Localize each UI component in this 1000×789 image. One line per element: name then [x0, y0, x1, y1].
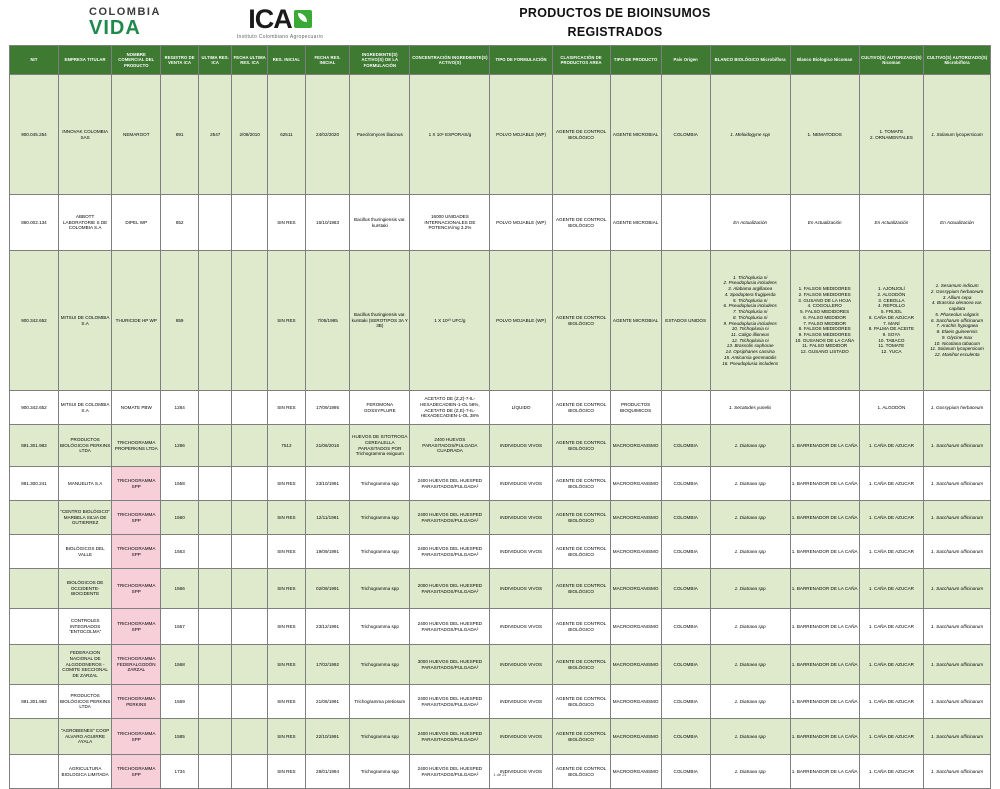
cell-11: AGENTE DE CONTROL BIOLÓGICO: [552, 535, 610, 569]
cell-1: MITSUI DE COLOMBIA S.A: [58, 251, 111, 391]
cell-8: Trichogramma spp: [350, 535, 410, 569]
cell-2: TRICHOGRAMMA SPP: [112, 719, 161, 755]
cell-0: [10, 569, 59, 609]
cell-12: PRODUCTOS BIOQUIMICOS: [610, 391, 661, 425]
cell-6: SIN RES: [268, 609, 306, 645]
cell-7: 17/09/1995: [305, 391, 349, 425]
cell-5: [232, 569, 268, 609]
cell-9: 2400 HUEVOS DEL HUESPED PARASITADOS/PULGADA²: [410, 535, 490, 569]
cell-13: COLOMBIA: [661, 75, 710, 195]
cell-12: MACROORGANISMO: [610, 685, 661, 719]
cell-2: NOMATE PBW: [112, 391, 161, 425]
cell-15: 1. BARRENADOR DE LA CAÑA: [790, 609, 859, 645]
table-body: [10, 75, 991, 789]
cell-1: MANUELITA S.A: [58, 467, 111, 501]
cell-13: ESTADOS UNIDOS: [661, 251, 710, 391]
cell-17: 1. Saccharum officinarum: [924, 685, 991, 719]
cell-13: [661, 391, 710, 425]
cell-0: [10, 719, 59, 755]
cell-12: MACROORGANISMO: [610, 719, 661, 755]
cell-14: 1. Diatraea spp: [710, 755, 790, 789]
cell-11: AGENTE DE CONTROL BIOLÓGICO: [552, 391, 610, 425]
cell-7: 21/06/2016: [305, 425, 349, 467]
cell-5: [232, 535, 268, 569]
cell-6: SIN RES: [268, 755, 306, 789]
cell-10: INDIVIDUOS VIVOS: [490, 719, 552, 755]
table-row: [10, 251, 991, 391]
cell-9: 2000 HUEVOS DEL HUESPED PARASITADOS/PULGADA²: [410, 569, 490, 609]
cell-14: 1. Secatodes yunelis: [710, 391, 790, 425]
cell-3: 1563: [161, 535, 199, 569]
cell-5: [232, 251, 268, 391]
cell-14: 1. Diatraea spp: [710, 609, 790, 645]
cell-8: Trichogramma spp: [350, 501, 410, 535]
cell-14: 1. Diatraea spp: [710, 685, 790, 719]
cell-4: [199, 467, 232, 501]
cell-2: THURICIDE HP WP: [112, 251, 161, 391]
cell-7: 7/05/1985: [305, 251, 349, 391]
cell-1: AGRICULTURA BIOLOGICA LIMITADA: [58, 755, 111, 789]
cell-15: [790, 391, 859, 425]
col-tipo-producto: TIPO DE PRODUCTO: [610, 46, 661, 75]
cell-16: 1. TOMATE 2. ORNAMENTALES: [859, 75, 924, 195]
cell-1: PRODUCTOS BIOLÓGICOS PERKINS LTDA: [58, 425, 111, 467]
cell-7: 19/09/1991: [305, 535, 349, 569]
cell-11: AGENTE DE CONTROL BIOLÓGICO: [552, 75, 610, 195]
cell-11: AGENTE DE CONTROL BIOLÓGICO: [552, 195, 610, 251]
page-title-line1: PRODUCTOS DE BIOINSUMOS: [519, 5, 711, 20]
table-row: [10, 569, 991, 609]
cell-9: 2400 HUEVOS DEL HUESPED PARASITADOS/PULGADA²: [410, 719, 490, 755]
cell-12: AGENTE MICROBIAL: [610, 75, 661, 195]
cell-0: 891.301.983: [10, 685, 59, 719]
cell-12: MACROORGANISMO: [610, 535, 661, 569]
cell-0: 891.300.241: [10, 467, 59, 501]
table-row: [10, 501, 991, 535]
table-row: [10, 609, 991, 645]
col-blanco-biologico-microflora: BLANCO BIOLÓGICO Microbiflora: [710, 46, 790, 75]
cell-3: 891: [161, 75, 199, 195]
cell-2: TRICHOGRAMMA PERKINS: [112, 685, 161, 719]
cell-16: 1. CAÑA DE AZUCAR: [859, 645, 924, 685]
table-row: [10, 425, 991, 467]
cell-3: 859: [161, 251, 199, 391]
cell-17: 1. Saccharum officinarum: [924, 501, 991, 535]
col-ingredientes-activos: INGREDIENTE(S) ACTIVO(S) DE LA FORMULACIÓN: [350, 46, 410, 75]
cell-5: [232, 645, 268, 685]
cell-6: SIN RES: [268, 501, 306, 535]
cell-6: SIN RES: [268, 467, 306, 501]
cell-1: BIOLÓGICOS DE OCCIDENTE-BIOCIDENTE: [58, 569, 111, 609]
cell-10: INDIVIDUOS VIVOS: [490, 535, 552, 569]
table-row: [10, 75, 991, 195]
registered-bioinputs-table: [9, 45, 991, 789]
cell-10: INDIVIDUOS VIVOS: [490, 645, 552, 685]
cell-15: 1. BARRENADOR DE LA CAÑA: [790, 501, 859, 535]
cell-13: COLOMBIA: [661, 467, 710, 501]
cell-2: TRICHOGRAMMA SPP: [112, 569, 161, 609]
cell-7: 22/10/1991: [305, 719, 349, 755]
cell-17: En Actualización: [924, 195, 991, 251]
cell-11: AGENTE DE CONTROL BIOLÓGICO: [552, 569, 610, 609]
cell-12: MACROORGANISMO: [610, 425, 661, 467]
table-row: [10, 719, 991, 755]
colombia-logo-line2: VIDA: [89, 17, 141, 39]
page-number: 1 de 21: [493, 772, 507, 777]
page-title: [350, 4, 1000, 42]
cell-1: MITSUI DE COLOMBIA S.A: [58, 391, 111, 425]
table-row: [10, 391, 991, 425]
cell-8: Trichogramma spp: [350, 645, 410, 685]
col-empresa-titular: EMPRESA TITULAR: [58, 46, 111, 75]
cell-14: 1. Diatraea spp: [710, 569, 790, 609]
cell-16: 1. CAÑA DE AZUCAR: [859, 755, 924, 789]
cell-0: 891.301.983: [10, 425, 59, 467]
cell-2: TRICHOGRAMMA FEDERALGODÓN ZARZAL: [112, 645, 161, 685]
cell-14: 1. Diatraea spp: [710, 425, 790, 467]
cell-17: 1. Saccharum officinarum: [924, 425, 991, 467]
cell-3: 852: [161, 195, 199, 251]
cell-6: SIN RES: [268, 251, 306, 391]
cell-7: 23/12/1991: [305, 609, 349, 645]
cell-3: 1560: [161, 501, 199, 535]
cell-2: TRICHOGRAMMA SPP: [112, 755, 161, 789]
cell-13: COLOMBIA: [661, 569, 710, 609]
cell-1: BIOLÓGICOS DEL VALLE: [58, 535, 111, 569]
cell-17: 1. Saccharum officinarum: [924, 645, 991, 685]
cell-15: 1. BARRENADOR DE LA CAÑA: [790, 535, 859, 569]
cell-7: 16/10/1983: [305, 195, 349, 251]
cell-15: 1. FALSOS MEDIDORES 2. FALSOS MEDIDORES 3. GUSANO DE LA HOJA 4. COGOLLERO 5. FALSO MEDIDORES 6. FALSO MEDIDOR 7. FALSO MEDIDOR 8. FALSOS MEDIDORES 9. FALSOS MEDIDORES 10. GUSANOS DE LA CAÑA 11. FALSO MEDIDOR 12. GUSANO LISTADO: [790, 251, 859, 391]
cell-11: AGENTE DE CONTROL BIOLÓGICO: [552, 425, 610, 467]
cell-2: TRICHOGRAMMA SPP: [112, 501, 161, 535]
cell-8: FEROMONA GOSSYPLURE: [350, 391, 410, 425]
cell-11: AGENTE DE CONTROL BIOLÓGICO: [552, 501, 610, 535]
colombia-swoosh-icon: [60, 10, 86, 36]
cell-15: 1. BARRENADOR DE LA CAÑA: [790, 645, 859, 685]
cell-3: 1585: [161, 719, 199, 755]
cell-11: AGENTE DE CONTROL BIOLÓGICO: [552, 685, 610, 719]
cell-9: 16000 UNIDADES INTERNACIONALES DE POTENCIA/mg 3.2%: [410, 195, 490, 251]
cell-16: 1. CAÑA DE AZUCAR: [859, 569, 924, 609]
cell-4: [199, 391, 232, 425]
cell-10: INDIVIDUOS VIVOS: [490, 425, 552, 467]
col-blanco-biologico-nicoman: Blanco Biologico Nicoman: [790, 46, 859, 75]
col-fecha-ultima-res-ica: FECHA ULTIMA RES. ICA: [232, 46, 268, 75]
cell-15: 1. BARRENADOR DE LA CAÑA: [790, 425, 859, 467]
col-cultivos-autorizados-nicoman: CULTIVO(S) AUTORIZADO(S) Nicoman: [859, 46, 924, 75]
cell-16: 1. CAÑA DE AZUCAR: [859, 685, 924, 719]
table-row: [10, 535, 991, 569]
col-fecha-res-inicial: FECHA RES. INICIAL: [305, 46, 349, 75]
cell-7: 02/09/1991: [305, 569, 349, 609]
cell-4: [199, 719, 232, 755]
cell-14: 1. Trichoplusia ni 2. Pseudoplusia includens 3. Alabama argillacea 4. Spodoptera frugiperda 5. Trichoplusia ni 6. Pseudoplusia includens 7. Trichoplusia ni 8. Trichoplusia ni 9. Pseudoplusia includens 10. Trichoplusia ni 11. Caligo illioneus 12. Trichoplusia ni 13. Brassolis sophorae 14. Opsiphanes cassina 15. Anticarsia gemmatalis 16. Pseudoplusia includens: [710, 251, 790, 391]
cell-10: POLVO MOJABLE (WP): [490, 75, 552, 195]
cell-17: 1. Saccharum officinarum: [924, 609, 991, 645]
cell-3: 1734: [161, 755, 199, 789]
col-ultima-res-ica: ULTIMA RES. ICA: [199, 46, 232, 75]
cell-9: 1 X 10⁹ ESPORAS/g: [410, 75, 490, 195]
cell-14: En Actualización: [710, 195, 790, 251]
cell-10: LÍQUIDO: [490, 391, 552, 425]
cell-4: [199, 425, 232, 467]
cell-1: PRODUCTOS BIOLÓGICOS PERKINS LTDA: [58, 685, 111, 719]
cell-12: AGENTE MICROBIAL: [610, 195, 661, 251]
cell-4: [199, 195, 232, 251]
cell-17: 1. Saccharum officinarum: [924, 535, 991, 569]
cell-14: 1. Diatraea spp: [710, 467, 790, 501]
cell-16: 1. CAÑA DE AZUCAR: [859, 719, 924, 755]
cell-14: 1. Meloidogyne spp: [710, 75, 790, 195]
col-concentracion: CONCENTRACIÓN INGREDIENTE(S) ACTIVO(S): [410, 46, 490, 75]
cell-12: MACROORGANISMO: [610, 467, 661, 501]
cell-0: 860.002.134: [10, 195, 59, 251]
cell-5: 2/08/2010: [232, 75, 268, 195]
cell-13: COLOMBIA: [661, 755, 710, 789]
cell-3: 1286: [161, 425, 199, 467]
ica-leaf-icon: [294, 10, 312, 28]
cell-8: HUEVOS DE SITOTROGA CEREALELLA PARASITADOS POR Trichogramma exiguum: [350, 425, 410, 467]
cell-2: TRICHOGRAMMA SPP: [112, 535, 161, 569]
cell-5: [232, 467, 268, 501]
cell-0: 900.342.652: [10, 391, 59, 425]
cell-11: AGENTE DE CONTROL BIOLÓGICO: [552, 609, 610, 645]
cell-9: 1 X 10¹⁰ UFC/g: [410, 251, 490, 391]
cell-12: MACROORGANISMO: [610, 755, 661, 789]
cell-5: [232, 195, 268, 251]
cell-11: AGENTE DE CONTROL BIOLÓGICO: [552, 645, 610, 685]
cell-13: COLOMBIA: [661, 685, 710, 719]
document-header: [0, 0, 1000, 45]
cell-2: DIPEL WP: [112, 195, 161, 251]
cell-3: 1568: [161, 645, 199, 685]
cell-9: 2400 HUEVOS DEL HUESPED PARASITADOS/PULGADA²: [410, 685, 490, 719]
cell-5: [232, 609, 268, 645]
cell-2: TRICHOGRAMMA SPP: [112, 467, 161, 501]
cell-4: [199, 609, 232, 645]
ica-logo-word: ICA: [248, 3, 292, 34]
cell-1: CONTROLES INTEGRADOS "ENTOCOLMA": [58, 609, 111, 645]
cell-10: INDIVIDUOS VIVOS: [490, 569, 552, 609]
cell-9: 2400 HUEVOS PARASITADOS/PULGADA CUADRADA: [410, 425, 490, 467]
cell-4: [199, 645, 232, 685]
cell-12: MACROORGANISMO: [610, 501, 661, 535]
cell-8: Trichogramma spp: [350, 755, 410, 789]
cell-11: AGENTE DE CONTROL BIOLÓGICO: [552, 251, 610, 391]
cell-1: "CENTRO BIOLÓGICO" MARBELA SILVA DE GUTIERREZ: [58, 501, 111, 535]
cell-15: En Actualización: [790, 195, 859, 251]
cell-4: [199, 501, 232, 535]
cell-10: INDIVIDUOS VIVOS: [490, 467, 552, 501]
cell-1: INNOVAK COLOMBIA SAS: [58, 75, 111, 195]
cell-5: [232, 685, 268, 719]
col-cultivos-autorizados-microflora: CULTIVO(S) AUTORIZADO(S) Microbiflora: [924, 46, 991, 75]
cell-4: 2547: [199, 75, 232, 195]
ica-logo: [210, 3, 350, 40]
cell-16: 1. ALGODÓN: [859, 391, 924, 425]
cell-14: 1. Diatraea spp: [710, 535, 790, 569]
col-registro-venta-ica: REGISTRO DE VENTA ICA: [161, 46, 199, 75]
col-pais-origen: País Origen: [661, 46, 710, 75]
col-tipo-formulacion: TIPO DE FORMULACIÓN: [490, 46, 552, 75]
table-row: [10, 685, 991, 719]
cell-15: 1. BARRENADOR DE LA CAÑA: [790, 755, 859, 789]
cell-8: Bacillus thuringiensis var. kurstaki: [350, 195, 410, 251]
cell-3: 1569: [161, 685, 199, 719]
cell-12: MACROORGANISMO: [610, 569, 661, 609]
cell-14: 1. Diatraea spp: [710, 501, 790, 535]
cell-3: 1558: [161, 467, 199, 501]
cell-6: 7512: [268, 425, 306, 467]
cell-17: 1. Saccharum officinarum: [924, 467, 991, 501]
cell-5: [232, 719, 268, 755]
cell-4: [199, 251, 232, 391]
table-row: [10, 195, 991, 251]
cell-9: 2400 HUEVOS DEL HUESPED PARASITADOS/PULGADA²: [410, 501, 490, 535]
cell-3: 1284: [161, 391, 199, 425]
cell-6: SIN RES: [268, 685, 306, 719]
col-res-inicial: RES. INICIAL: [268, 46, 306, 75]
cell-8: Bacillus thuringiensis var. kurstaki (SEROTIPOS 3A Y 3B): [350, 251, 410, 391]
cell-3: 1566: [161, 569, 199, 609]
cell-17: 1. Saccharum officinarum: [924, 755, 991, 789]
cell-10: INDIVIDUOS VIVOS: [490, 685, 552, 719]
table-header-row: [10, 46, 991, 75]
cell-0: 900.045.254: [10, 75, 59, 195]
cell-17: 1. Solanum lycopersicum: [924, 75, 991, 195]
col-clasificacion-productos: CLASIFICACIÓN DE PRODUCTOS AREA: [552, 46, 610, 75]
cell-10: INDIVIDUOS VIVOS: [490, 755, 552, 789]
cell-5: [232, 425, 268, 467]
cell-12: MACROORGANISMO: [610, 645, 661, 685]
colombia-logo-line1: COLOMBIA: [89, 6, 161, 18]
cell-10: POLVO MOJABLE (WP): [490, 195, 552, 251]
page-title-line2: REGISTRADOS: [567, 24, 663, 39]
cell-15: 1. BARRENADOR DE LA CAÑA: [790, 569, 859, 609]
cell-6: SIN RES: [268, 569, 306, 609]
cell-5: [232, 391, 268, 425]
cell-17: 1. Gossypium herbaceum: [924, 391, 991, 425]
cell-8: Trichogramma pretiosum: [350, 685, 410, 719]
cell-15: 1. BARRENADOR DE LA CAÑA: [790, 467, 859, 501]
cell-16: 1. CAÑA DE AZUCAR: [859, 535, 924, 569]
cell-1: "AGROBIENES" COOP ALVARO AGUIRRE AYALA: [58, 719, 111, 755]
cell-0: 900.342.652: [10, 251, 59, 391]
cell-17: 1. Saccharum officinarum: [924, 569, 991, 609]
cell-6: SIN RES: [268, 719, 306, 755]
cell-10: POLVO MOJABLE (WP): [490, 251, 552, 391]
table-row: [10, 645, 991, 685]
cell-8: Trichogramma spp: [350, 467, 410, 501]
cell-13: COLOMBIA: [661, 609, 710, 645]
cell-16: 1. CAÑA DE AZUCAR: [859, 609, 924, 645]
cell-11: AGENTE DE CONTROL BIOLÓGICO: [552, 755, 610, 789]
cell-9: 3000 HUEVOS DEL HUESPED PARASITADOS/PULGADA²: [410, 645, 490, 685]
cell-15: 1. NEMATODOS: [790, 75, 859, 195]
cell-0: [10, 609, 59, 645]
cell-17: 1. Saccharum officinarum: [924, 719, 991, 755]
cell-16: 1. CAÑA DE AZUCAR: [859, 425, 924, 467]
cell-6: SIN RES: [268, 645, 306, 685]
cell-7: 24/02/2020: [305, 75, 349, 195]
cell-2: TRICHOGRAMMA PROPERKINS LTDA: [112, 425, 161, 467]
cell-12: AGENTE MICROBIAL: [610, 251, 661, 391]
colombia-logo: [60, 7, 210, 38]
cell-6: 62511: [268, 75, 306, 195]
cell-11: AGENTE DE CONTROL BIOLÓGICO: [552, 467, 610, 501]
cell-1: FEDERACION NACIONAL DE ALGODONEROS - COMITE SECCIONAL DE ZARZAL: [58, 645, 111, 685]
cell-2: TRICHOGRAMMA SPP: [112, 609, 161, 645]
col-nit: NIT: [10, 46, 59, 75]
cell-15: 1. BARRENADOR DE LA CAÑA: [790, 685, 859, 719]
cell-14: 1. Diatraea spp: [710, 719, 790, 755]
cell-7: 28/01/1994: [305, 755, 349, 789]
cell-4: [199, 685, 232, 719]
cell-6: SIN RES: [268, 535, 306, 569]
cell-16: 1. CAÑA DE AZUCAR: [859, 501, 924, 535]
cell-8: Paecilomyces lilacinus: [350, 75, 410, 195]
cell-6: SIN RES: [268, 391, 306, 425]
cell-13: COLOMBIA: [661, 535, 710, 569]
cell-0: [10, 501, 59, 535]
cell-12: MACROORGANISMO: [610, 609, 661, 645]
cell-9: 2400 HUEVOS DEL HUESPED PARASITADOS/PULGADA²: [410, 755, 490, 789]
cell-9: ACETATO DE (Z,Z)-7-IL-HEXADECADIEN-1-OL 56%, ACETATO DE (Z,E)-7-IL-HEXADECADIEN-1-OL 38%: [410, 391, 490, 425]
cell-8: Trichogramma spp: [350, 719, 410, 755]
cell-13: COLOMBIA: [661, 719, 710, 755]
cell-7: 23/10/1991: [305, 467, 349, 501]
cell-0: [10, 645, 59, 685]
table-row: [10, 467, 991, 501]
cell-14: 1. Diatraea spp: [710, 645, 790, 685]
cell-10: INDIVIDUOS VIVOS: [490, 501, 552, 535]
cell-13: COLOMBIA: [661, 501, 710, 535]
cell-6: SIN RES: [268, 195, 306, 251]
cell-11: AGENTE DE CONTROL BIOLÓGICO: [552, 719, 610, 755]
cell-13: COLOMBIA: [661, 645, 710, 685]
cell-13: COLOMBIA: [661, 425, 710, 467]
ica-logo-subtitle: Instituto Colombiano Agropecuario: [236, 33, 324, 40]
cell-16: 1. AJONJOLÍ 2. ALGODÓN 3. CEBOLLA 4. REPOLLO 5. FRIJOL 6. CAÑA DE AZÚCAR 7. MANÍ 8. PALMA DE ACEITE 9. SOYA 10. TABACO 11. TOMATE 12. YUCA: [859, 251, 924, 391]
cell-8: Trichogramma spp: [350, 569, 410, 609]
col-nombre-comercial: NOMBRE COMERCIAL DEL PRODUCTO: [112, 46, 161, 75]
cell-4: [199, 535, 232, 569]
cell-7: 12/11/1991: [305, 501, 349, 535]
cell-8: Trichogramma spp: [350, 609, 410, 645]
cell-3: 1567: [161, 609, 199, 645]
cell-7: 17/02/1992: [305, 645, 349, 685]
cell-0: [10, 535, 59, 569]
cell-2: NEMAROOT: [112, 75, 161, 195]
cell-10: INDIVIDUOS VIVOS: [490, 609, 552, 645]
cell-13: [661, 195, 710, 251]
cell-17: 1. Sesamum indicum 2. Gossypium herbaceum 3. Allium cepa 4. Brassica oleracea var. capitata 5. Phaseolus vulgaris 6. Saccharum officinarum 7. Arachis hypogaea 8. Elaeis guineensis 9. Glycine max 10. Nicotiana tabacum 11. Solanum lycopersicum 12. Manihot esculenta: [924, 251, 991, 391]
cell-1: ABBOTT LABORATORIE S DE COLOMBIA S.A: [58, 195, 111, 251]
cell-9: 2400 HUEVOS DEL HUESPED PARASITADOS/PULGADA²: [410, 467, 490, 501]
cell-5: [232, 501, 268, 535]
cell-9: 2400 HUEVOS DEL HUESPED PARASITADOS/PULGADA²: [410, 609, 490, 645]
cell-16: En Actualización: [859, 195, 924, 251]
cell-16: 1. CAÑA DE AZUCAR: [859, 467, 924, 501]
cell-4: [199, 569, 232, 609]
cell-7: 21/06/1991: [305, 685, 349, 719]
cell-15: 1. BARRENADOR DE LA CAÑA: [790, 719, 859, 755]
